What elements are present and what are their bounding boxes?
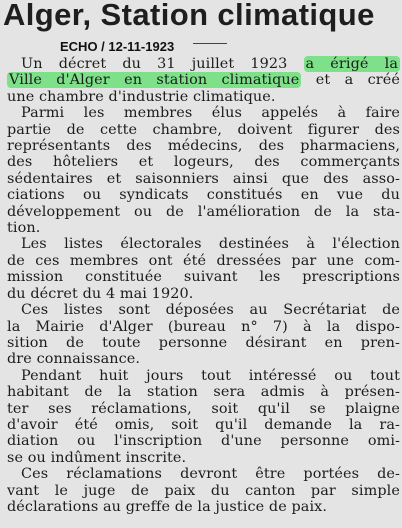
line-text: et a créé bbox=[301, 72, 400, 89]
line-text: Un décret du 31 juillet 1923 bbox=[21, 56, 304, 72]
text-line bbox=[7, 89, 400, 105]
highlighted-text: Ville d'Alger en station climatique bbox=[9, 72, 300, 89]
line-text: se ou indûment inscrite. bbox=[7, 449, 187, 466]
line-text: la Mairie d'Alger (bureau n° 7) à la dispo- bbox=[7, 318, 400, 335]
highlighted-text: a érigé la bbox=[305, 56, 398, 72]
text-line bbox=[7, 417, 400, 433]
text-line bbox=[7, 122, 400, 138]
line-text: de ces membres ont été dressées par une com- bbox=[7, 252, 400, 269]
line-text: ciations ou syndicats constitués en vue du bbox=[7, 187, 400, 204]
line-text: sition de toute personne désirant en pren- bbox=[7, 334, 400, 351]
text-line bbox=[7, 384, 400, 400]
text-line bbox=[7, 253, 400, 269]
text-line bbox=[7, 450, 400, 466]
line-text: Les listes électorales destinées à l'élection bbox=[21, 236, 400, 253]
line-text: Pendant huit jours tout intéressé ou tout bbox=[21, 367, 400, 384]
text-line bbox=[7, 269, 400, 285]
text-line bbox=[7, 220, 400, 236]
text-line bbox=[7, 187, 400, 203]
line-text: Ces listes sont déposées au Secrétariat de bbox=[21, 302, 400, 319]
line-text: des hôteliers et logeurs, des commerçants bbox=[7, 154, 400, 171]
text-line bbox=[7, 466, 400, 482]
paragraph bbox=[7, 56, 400, 105]
text-line bbox=[7, 351, 400, 367]
text-line bbox=[7, 319, 400, 335]
text-line bbox=[7, 72, 400, 88]
paragraph bbox=[7, 368, 400, 466]
line-text: habitant de la station sera admis à présen- bbox=[7, 384, 400, 401]
line-text: vant le juge de paix du canton par simple bbox=[7, 482, 400, 499]
headline: Alger, Station climatique bbox=[3, 0, 375, 32]
text-line bbox=[7, 368, 400, 384]
line-text: Parmi les membres élus appelés à faire bbox=[21, 105, 400, 122]
line-text: représentants des médecins, des pharmaciens, bbox=[7, 138, 400, 155]
line-text: dre connaissance. bbox=[7, 351, 141, 368]
text-line bbox=[7, 499, 400, 515]
paragraph bbox=[7, 236, 400, 302]
text-line bbox=[7, 138, 400, 154]
text-line bbox=[7, 335, 400, 351]
paragraph bbox=[7, 302, 400, 368]
line-text: mission constituée suivant les prescriptions bbox=[7, 269, 400, 286]
article-body bbox=[7, 56, 400, 515]
paragraph bbox=[7, 105, 400, 236]
line-text: développement ou de l'amélioration de la sta- bbox=[7, 203, 400, 220]
source-stamp: ECHO / 12-11-1923 bbox=[60, 39, 175, 54]
text-line bbox=[7, 483, 400, 499]
line-text: déclarations au greffe de la justice de paix. bbox=[7, 498, 328, 515]
text-line bbox=[7, 302, 400, 318]
text-line bbox=[7, 105, 400, 121]
line-text: tion. bbox=[7, 220, 41, 237]
line-text: du décret du 4 mai 1920. bbox=[7, 285, 194, 302]
line-text: partie de cette chambre, doivent figurer des bbox=[7, 121, 400, 138]
text-line bbox=[7, 286, 400, 302]
paragraph bbox=[7, 466, 400, 515]
text-line bbox=[7, 401, 400, 417]
line-text: Ces réclamations devront être portées de- bbox=[21, 466, 400, 483]
line-text: diation ou l'inscription d'une personne omi- bbox=[7, 433, 400, 450]
line-text: sédentaires et saisonniers ainsi que des asso- bbox=[7, 170, 400, 187]
text-line bbox=[7, 56, 400, 72]
line-text: une chambre d'industrie climatique. bbox=[7, 88, 276, 105]
headline-rule bbox=[193, 43, 227, 44]
text-line bbox=[7, 154, 400, 170]
line-text: d'avoir été omis, soit qu'il demande la ra- bbox=[7, 416, 400, 433]
text-line bbox=[7, 204, 400, 220]
text-line bbox=[7, 171, 400, 187]
text-line bbox=[7, 236, 400, 252]
text-line bbox=[7, 433, 400, 449]
line-text: ter ses réclamations, soit qu'il se plaigne bbox=[7, 400, 400, 417]
